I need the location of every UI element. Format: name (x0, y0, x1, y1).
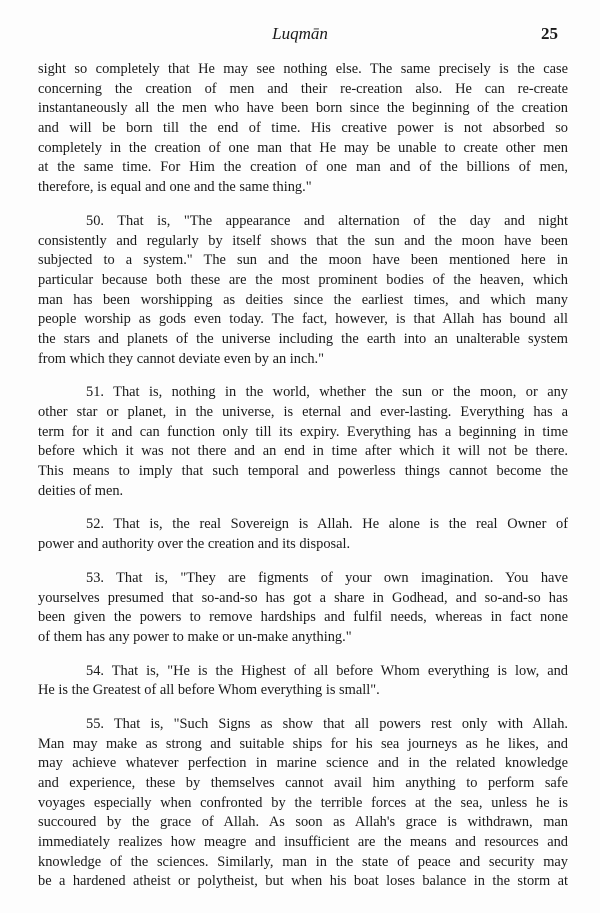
note-54 (38, 662, 568, 701)
note-51 (38, 383, 568, 501)
text-line: at the same time. For Him the creation of one man and of the billions of men, (38, 159, 568, 176)
text-line: 50. That is, "The appearance and alternation of the day and night (86, 212, 568, 229)
text-line: succoured by the grace of Allah. As soon as Allah's grace is withdrawn, man (38, 814, 568, 831)
page-number: 25 (541, 24, 558, 43)
paragraph-continuation (38, 60, 568, 198)
text-line: the stars and planets of the universe including the earth into an unalterable system (38, 330, 568, 347)
text-line: power and authority over the creation and its disposal. (38, 536, 351, 553)
text-line: may achieve whatever perfection in marine science and in the related knowledge (38, 755, 568, 772)
text-line: instantaneously all the men who have been born since the beginning of the creation (38, 100, 568, 117)
text-line: immediately realizes how meagre and insufficient are the means and resources and (38, 834, 568, 851)
text-line: 54. That is, "He is the Highest of all before Whom everything is low, and (86, 662, 568, 679)
text-line: of them has any power to make or un-make anything." (38, 628, 352, 645)
text-line: concerning the creation of men and their re-creation also. He can re-create (38, 80, 568, 97)
text-line: before which it was not there and an end in time after which it will not be there. (38, 443, 568, 460)
text-line: 52. That is, the real Sovereign is Allah. He alone is the real Owner of (86, 516, 568, 533)
paragraph-gap (38, 555, 568, 569)
text-line: therefore, is equal and one and the same thing." (38, 179, 312, 196)
paragraph-gap (38, 501, 568, 515)
body-text (38, 60, 568, 892)
note-52 (38, 515, 568, 554)
text-line: other star or planet, in the universe, is eternal and ever-lasting. Everything has a (38, 404, 568, 420)
text-line: consistently and regularly by itself shows that the sun and the moon have been (38, 232, 568, 249)
text-line: from which they cannot deviate even by an inch." (38, 350, 324, 367)
text-line: people worship as gods even today. The fact, however, is that Allah has bound all (38, 311, 568, 328)
text-line: be a hardened atheist or polytheist, but when his boat loses balance in the storm at (38, 873, 568, 890)
text-line: yourselves presumed that so-and-so has got a share in Godhead, and so-and-so has (38, 589, 568, 606)
paragraph-gap (38, 648, 568, 662)
text-line: been given the powers to remove hardships and fulfil needs, whereas in fact none (38, 609, 568, 626)
note-55 (38, 715, 568, 892)
text-line: man has been worshipping as deities since the earliest times, and which many (38, 291, 568, 308)
text-line: and experience, these by themselves cannot avail him anything to perform safe (38, 775, 568, 791)
paragraph-gap (38, 701, 568, 715)
chapter-title: Luqmān (272, 24, 328, 43)
text-line: voyages especially when confronted by the terrible forces at the sea, unless he is (38, 794, 568, 811)
paragraph-gap (38, 198, 568, 212)
text-line: and will be born till the end of time. His creative power is not absorbed so (38, 120, 568, 137)
text-line: 51. That is, nothing in the world, whether the sun or the moon, or any (86, 384, 568, 401)
text-line: term for it and can function only till its expiry. Everything has a beginning in time (38, 423, 568, 440)
text-line: particular because both these are the most prominent bodies of the heaven, which (38, 271, 568, 288)
text-line: Man may make as strong and suitable ships for his sea journeys as he likes, and (38, 735, 568, 752)
text-line: deities of men. (38, 482, 124, 499)
text-line: This means to imply that such temporal and powerless things cannot become the (38, 463, 568, 480)
text-line: completely in the creation of one man that He may be unable to create other men (38, 139, 568, 156)
text-line: knowledge of the sciences. Similarly, man in the state of peace and security may (38, 853, 568, 870)
note-50 (38, 212, 568, 370)
text-line: 53. That is, "They are figments of your own imagination. You have (86, 569, 568, 586)
running-head (0, 22, 600, 46)
text-line: He is the Greatest of all before Whom everything is small". (38, 682, 380, 699)
note-53 (38, 569, 568, 648)
text-line: sight so completely that He may see nothing else. The same precisely is the case (38, 61, 568, 77)
text-line: subjected to a system." The sun and the moon have been mentioned here in (38, 252, 568, 269)
paragraph-gap (38, 369, 568, 383)
text-line: 55. That is, "Such Signs as show that all powers rest only with Allah. (86, 715, 568, 732)
